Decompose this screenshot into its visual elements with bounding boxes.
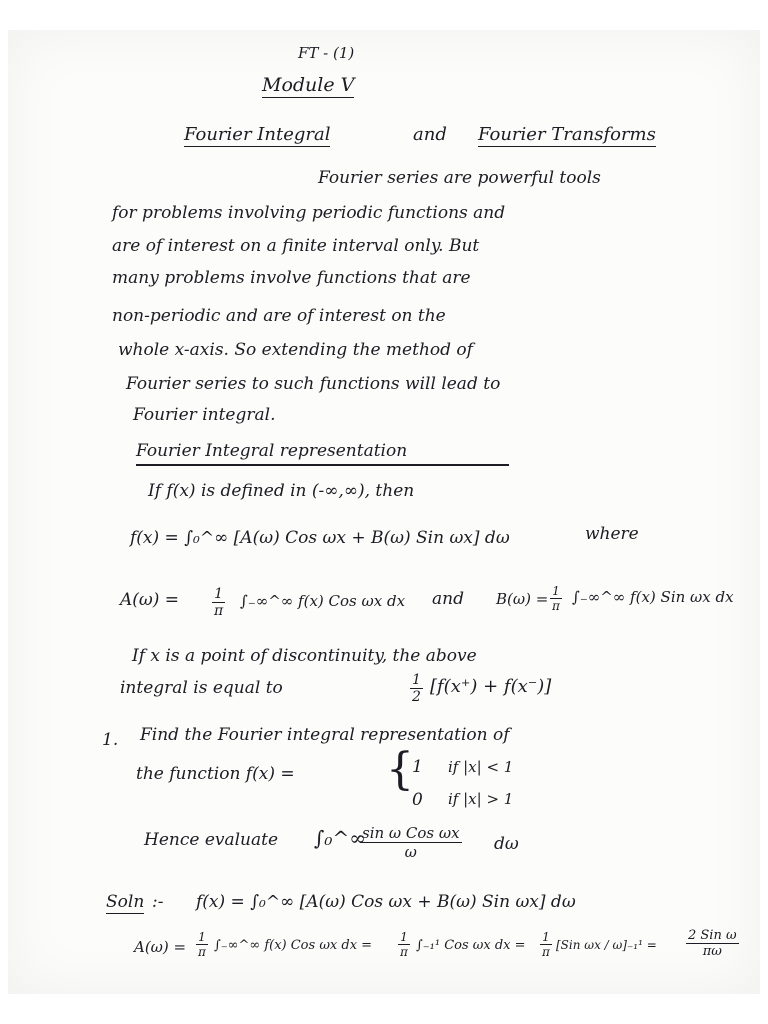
- sol-bracket: [Sin ωx / ω]₋₁¹ =: [556, 938, 657, 952]
- half-fraction: [410, 672, 423, 705]
- module-title: Module V: [262, 74, 355, 96]
- sol-int-1: ∫₋∞^∞ f(x) Cos ωx dx =: [214, 938, 373, 953]
- b-frac-den: π: [552, 599, 560, 613]
- a-omega-rhs: ∫₋∞^∞ f(x) Cos ωx dx: [240, 592, 406, 610]
- intro-line-6: whole x-axis. So extending the method of: [118, 340, 473, 360]
- b-omega-lhs: B(ω) =: [496, 590, 549, 608]
- problem-number: 1.: [102, 730, 119, 750]
- a-frac-den: π: [214, 603, 224, 619]
- discontinuity-line-1: If x is a point of discontinuity, the above: [132, 646, 477, 666]
- sol-int-2: ∫₋₁¹ Cos ωx dx =: [416, 938, 526, 953]
- hence-dw: dω: [494, 834, 519, 854]
- problem-text: Find the Fourier integral representation of: [140, 725, 510, 745]
- hence-fraction: [360, 824, 462, 861]
- hence-num: sin ω Cos ωx: [362, 824, 460, 842]
- sol-frac-2-num: 1: [398, 930, 410, 945]
- section-heading-underline: [136, 464, 509, 466]
- case-2-condition: if |x| > 1: [448, 790, 514, 808]
- sol-frac-3: [540, 930, 552, 959]
- solution-colon: :-: [152, 892, 164, 912]
- sol-result-num: 2 Sin ω: [688, 928, 737, 943]
- title-fourier-integral: Fourier Integral: [184, 124, 331, 145]
- page-header: FT - (1): [298, 44, 355, 62]
- solution-a-lhs: A(ω) =: [134, 938, 187, 956]
- case-2-value: 0: [412, 790, 423, 810]
- a-omega-lhs: A(ω) =: [120, 590, 180, 610]
- hence-evaluate: Hence evaluate: [144, 830, 279, 850]
- intro-line-7: Fourier series to such functions will lead to: [126, 374, 501, 394]
- hence-den: ω: [404, 843, 417, 861]
- half-num: 1: [412, 672, 421, 688]
- problem-text-2: the function f(x) =: [136, 764, 295, 784]
- intro-line-8: Fourier integral.: [133, 405, 276, 425]
- a-omega-fraction: [212, 586, 225, 619]
- title-and: and: [413, 124, 447, 145]
- definition-line-1: If f(x) is defined in (-∞,∞), then: [148, 481, 415, 501]
- sol-frac-3-num: 1: [540, 930, 552, 945]
- discontinuity-expression: [f(x⁺) + f(x⁻)]: [430, 676, 552, 697]
- intro-line-3: are of interest on a finite interval only. But: [112, 236, 480, 256]
- sol-frac-1-num: 1: [196, 930, 208, 945]
- fx-equation: f(x) = ∫₀^∞ [A(ω) Cos ωx + B(ω) Sin ωx] dω: [130, 528, 510, 548]
- a-frac-num: 1: [212, 586, 225, 603]
- sol-result-fraction: [686, 928, 739, 959]
- intro-line-4: many problems involve functions that are: [112, 268, 471, 288]
- sol-frac-1: [196, 930, 208, 959]
- intro-line-2: for problems involving periodic functions and: [112, 203, 506, 223]
- b-frac-num: 1: [550, 584, 562, 599]
- solution-line-1: f(x) = ∫₀^∞ [A(ω) Cos ωx + B(ω) Sin ωx] dω: [196, 892, 576, 912]
- hence-integral-sign: ∫₀^∞: [314, 826, 366, 850]
- half-den: 2: [412, 689, 421, 705]
- case-1-value: 1: [412, 757, 423, 777]
- intro-line-1: Fourier series are powerful tools: [318, 168, 601, 188]
- piecewise-brace: {: [386, 744, 414, 795]
- b-omega-rhs: ∫₋∞^∞ f(x) Sin ωx dx: [572, 588, 734, 606]
- sol-result-den: πω: [702, 944, 722, 959]
- sol-frac-1-den: π: [198, 945, 206, 959]
- discontinuity-line-2: integral is equal to: [120, 678, 283, 698]
- bottom-margin: [0, 994, 768, 1024]
- sol-frac-3-den: π: [542, 945, 550, 959]
- section-heading: Fourier Integral representation: [136, 441, 408, 461]
- b-omega-fraction: [550, 584, 562, 613]
- case-1-condition: if |x| < 1: [448, 758, 514, 776]
- and-word: and: [432, 589, 464, 609]
- solution-label: Soln: [106, 892, 145, 912]
- title-fourier-transforms: Fourier Transforms: [478, 124, 656, 145]
- sol-frac-2: [398, 930, 410, 959]
- sol-frac-2-den: π: [400, 945, 408, 959]
- where-word: where: [585, 524, 639, 544]
- top-margin: [0, 0, 768, 30]
- intro-line-5: non-periodic and are of interest on the: [112, 306, 446, 326]
